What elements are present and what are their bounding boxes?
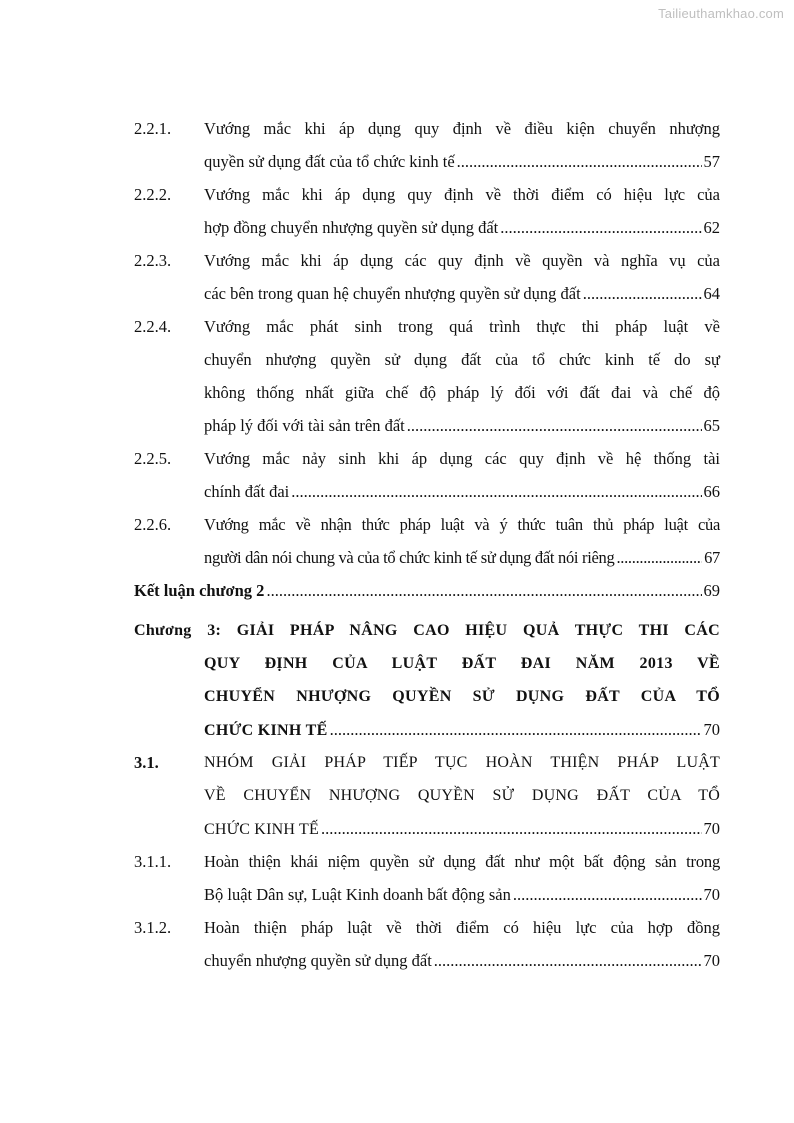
page-number: 70 [703,720,720,739]
section-number: 2.2.3. [134,251,172,270]
dot-leader [434,944,702,977]
entry-title-line: quyền sử dụng đất của tổ chức kinh tế [204,152,455,171]
table-of-contents [134,112,720,977]
toc-entry-2-2-1[interactable] [134,112,720,178]
section-number: 2.2.4. [134,317,172,336]
dot-leader [266,574,701,607]
entry-title-line: Vướng mắc khi áp dụng quy định về thời điểm có hiệu lực của [204,185,720,204]
dot-leader [513,878,702,911]
dot-leader [407,409,702,442]
dot-leader [616,541,702,574]
entry-title-line: CHỨC KINH TẾ [204,821,319,838]
entry-title-line: hợp đồng chuyển nhượng quyền sử dụng đất [204,218,499,237]
page-number: 66 [703,482,720,501]
toc-entry-2-2-3[interactable] [134,244,720,310]
entry-title-line: Vướng mắc phát sinh trong quá trình thực thi pháp luật về [204,317,720,336]
entry-title-line: người dân nói chung và của tổ chức kinh tế sử dụng đất nói riêng [204,548,615,567]
entry-title-line: Vướng mắc về nhận thức pháp luật và ý thức tuân thủ pháp luật của [204,515,720,534]
toc-entry-3-1[interactable] [134,746,720,845]
dot-leader [291,475,701,508]
toc-entry-2-2-5[interactable] [134,442,720,508]
chapter-title-line: QUY ĐỊNH CỦA LUẬT ĐẤT ĐAI NĂM 2013 VỀ [204,655,720,672]
section-number: 2.2.5. [134,449,172,468]
entry-title-line: chuyển nhượng quyền sử dụng đất [204,951,432,970]
section-number: 3.1.1. [134,852,172,871]
toc-entry-conclusion-chapter-2[interactable] [134,574,720,607]
entry-title-line: chính đất đai [204,482,290,501]
entry-title-line: Bộ luật Dân sự, Luật Kinh doanh bất động sản [204,885,511,904]
entry-title-line: NHÓM GIẢI PHÁP TIẾP TỤC HOÀN THIỆN PHÁP LUẬT [204,754,720,771]
dot-leader [321,812,702,845]
page-number: 62 [703,218,720,237]
dot-leader [330,713,702,746]
page-number: 67 [704,548,720,567]
entry-title-line: Hoàn thiện khái niệm quyền sử dụng đất như một bất động sản trong [204,852,720,871]
page-number: 64 [703,284,720,303]
dot-leader [457,145,702,178]
page-number: 69 [703,581,720,600]
section-number: 2.2.2. [134,185,172,204]
entry-title-line: các bên trong quan hệ chuyển nhượng quyền sử dụng đất [204,284,581,303]
entry-title-line: pháp lý đối với tài sản trên đất [204,416,405,435]
page-number: 70 [703,885,720,904]
entry-title-line: Hoàn thiện pháp luật về thời điểm có hiệu lực của hợp đồng [204,918,720,937]
page-number: 70 [703,819,720,838]
toc-entry-3-1-2[interactable] [134,911,720,977]
dot-leader [583,277,702,310]
toc-entry-2-2-2[interactable] [134,178,720,244]
section-number: 2.2.1. [134,119,172,138]
page-number: 70 [703,951,720,970]
entry-title-line: không thống nhất giữa chế độ pháp lý đối với đất đai và chế độ [204,383,720,402]
toc-entry-chapter-3[interactable] [134,614,720,746]
entry-title-line: VỀ CHUYỂN NHƯỢNG QUYỀN SỬ DỤNG ĐẤT CỦA TỔ [204,787,720,804]
toc-entry-2-2-6[interactable] [134,508,720,574]
chapter-title-line: CHUYỂN NHƯỢNG QUYỀN SỬ DỤNG ĐẤT CỦA TỔ [204,688,720,705]
chapter-title-line: CHỨC KINH TẾ [204,722,328,739]
dot-leader [500,211,701,244]
page-number: 65 [703,416,720,435]
section-number: 3.1. [134,753,159,772]
section-number: 3.1.2. [134,918,172,937]
section-number: 2.2.6. [134,515,172,534]
watermark-text: Tailieuthamkhao.com [658,6,784,21]
entry-title-line: Kết luận chương 2 [134,581,265,600]
entry-title-line: Vướng mắc nảy sinh khi áp dụng các quy định về hệ thống tài [204,449,720,468]
toc-entry-2-2-4[interactable] [134,310,720,442]
chapter-title-line: Chương 3: GIẢI PHÁP NÂNG CAO HIỆU QUẢ THỰC THI CÁC [134,622,720,639]
toc-entry-3-1-1[interactable] [134,845,720,911]
entry-title-line: chuyển nhượng quyền sử dụng đất của tổ chức kinh tế do sự [204,350,720,369]
entry-title-line: Vướng mắc khi áp dụng quy định về điều kiện chuyển nhượng [204,119,720,138]
entry-title-line: Vướng mắc khi áp dụng các quy định về quyền và nghĩa vụ của [204,251,720,270]
page-number: 57 [703,152,720,171]
